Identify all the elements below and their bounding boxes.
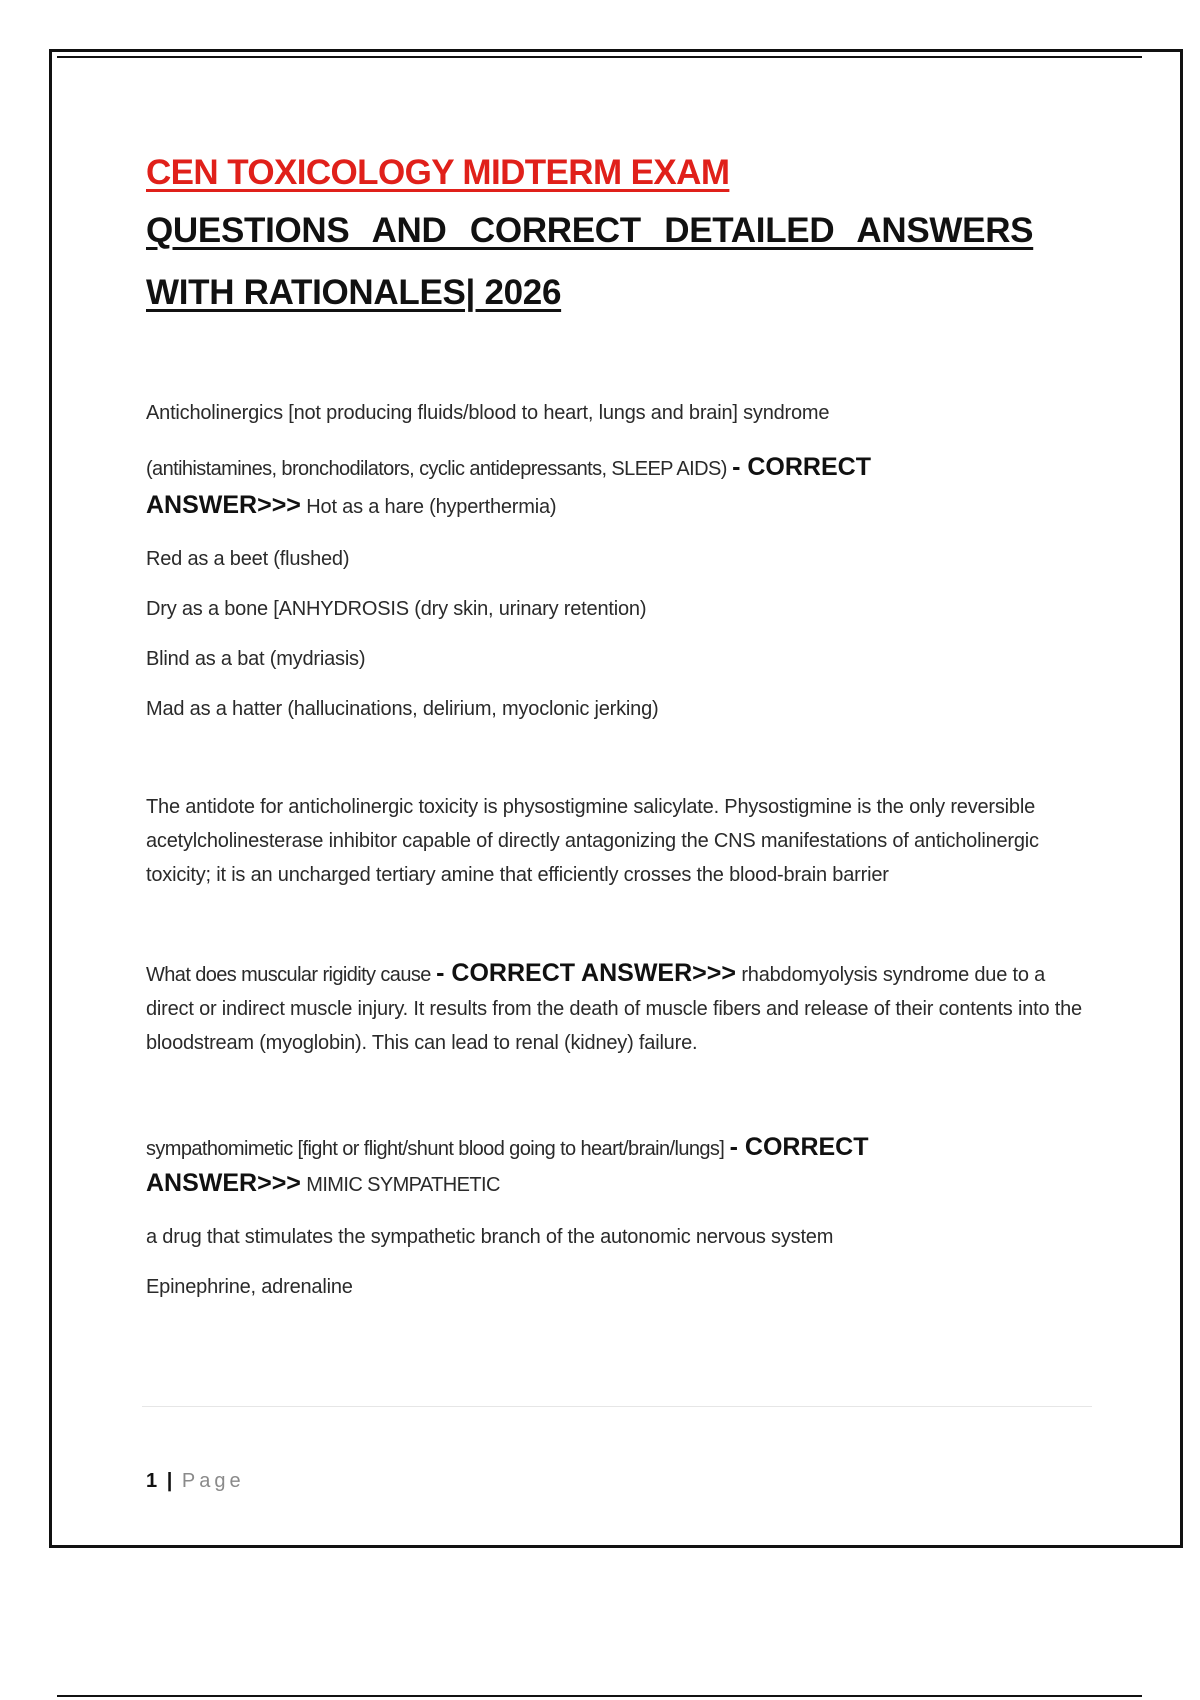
question-text: sympathomimetic [fight or flight/shunt blood going to heart/brain/lungs] [146, 1137, 725, 1160]
document-title: CEN TOXICOLOGY MIDTERM EXAM [146, 153, 730, 192]
answer-marker: ANSWER>>> [146, 490, 301, 519]
qa-block-muscular-rigidity [146, 956, 1096, 1060]
question-line [146, 452, 1096, 484]
answer-text: Hot as a hare (hyperthermia) [306, 495, 557, 518]
bottom-rule [57, 1695, 1142, 1697]
document-body [146, 150, 1096, 1304]
answer-line: a drug that stimulates the sympathetic branch of the autonomic nervous system [146, 1225, 834, 1248]
question-line: Anticholinergics [not producing fluids/blood to heart, lungs and brain] syndrome [146, 401, 830, 424]
page-number: 1 [146, 1470, 158, 1492]
answer-text: rhabdomyolysis syndrome due to a direct or indirect muscle injury. It results from the death of muscle fibers and release of their contents into the bloodstream (myoglobin). This can lead to renal (kidney) failure. [146, 963, 1082, 1054]
question-text: (antihistamines, bronchodilators, cyclic antidepressants, SLEEP AIDS) [146, 457, 727, 480]
qa-block-anticholinergics [146, 396, 1096, 726]
page-separator: | [166, 1470, 173, 1492]
answer-marker: - CORRECT [732, 452, 871, 481]
answer-line: Blind as a bat (mydriasis) [146, 647, 366, 670]
document-subtitle-line-2: WITH RATIONALES| 2026 [146, 272, 562, 312]
antidote-paragraph: The antidote for anticholinergic toxicity is physostigmine salicylate. Physostigmine is the only reversible acetylcholinesterase inhibitor capable of directly antagonizing the CNS manifestations of anticholinergic toxicity; it is an uncharged tertiary amine that efficiently crosses the blood-brain barrier [146, 795, 1039, 886]
footer-divider [142, 1406, 1092, 1407]
answer-line: Red as a beet (flushed) [146, 547, 350, 570]
answer-line [146, 488, 1096, 524]
question-text: What does muscular rigidity cause [146, 963, 431, 986]
answer-marker: - CORRECT [729, 1132, 869, 1161]
page-label: Page [181, 1470, 245, 1492]
answer-line: Mad as a hatter (hallucinations, delirium, myoclonic jerking) [146, 697, 659, 720]
answer-marker: - CORRECT ANSWER>>> [436, 958, 736, 987]
answer-line [146, 1166, 1096, 1202]
page-footer [146, 1470, 245, 1493]
answer-text: MIMIC SYMPATHETIC [306, 1173, 500, 1196]
answer-line: Epinephrine, adrenaline [146, 1275, 353, 1298]
answer-line: Dry as a bone [ANHYDROSIS (dry skin, urinary retention) [146, 597, 647, 620]
top-rule [57, 56, 1142, 58]
qa-block-sympathomimetic [146, 1130, 1096, 1304]
document-subtitle-line-1: QUESTIONS AND CORRECT DETAILED ANSWERS [146, 210, 1034, 250]
question-line [146, 1130, 1096, 1166]
answer-marker: ANSWER>>> [146, 1168, 301, 1197]
